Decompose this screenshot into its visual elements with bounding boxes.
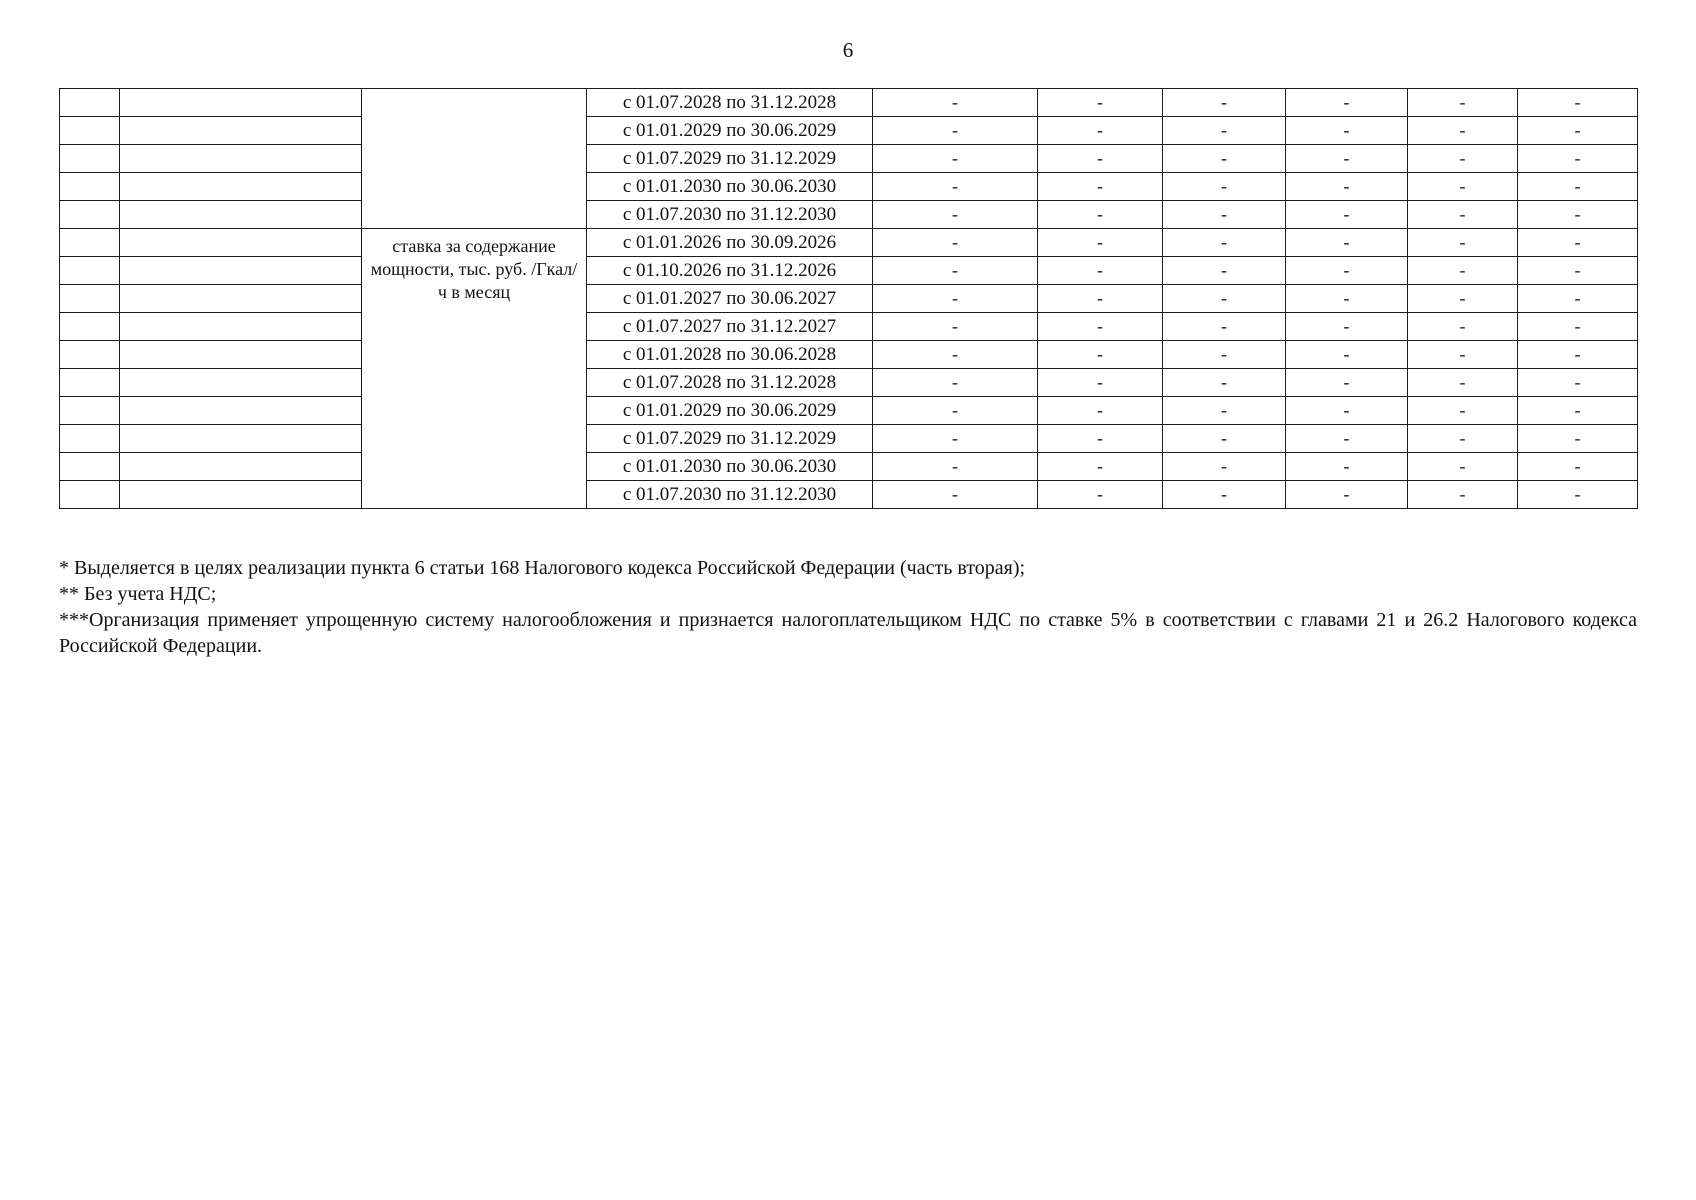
table-row: [60, 117, 1638, 145]
footnotes: [59, 555, 1637, 659]
value-cell: -: [1286, 117, 1408, 145]
period-cell: с 01.07.2029 по 31.12.2029: [587, 425, 873, 453]
value-cell: -: [1518, 285, 1638, 313]
value-cell: -: [1518, 117, 1638, 145]
value-cell: -: [1163, 201, 1286, 229]
number-cell: [60, 397, 120, 425]
page-number: 6: [842, 38, 854, 62]
table-row: [60, 145, 1638, 173]
period-cell: с 01.07.2028 по 31.12.2028: [587, 89, 873, 117]
name-cell: [120, 117, 362, 145]
value-cell: -: [1286, 397, 1408, 425]
period-cell: с 01.01.2030 по 30.06.2030: [587, 173, 873, 201]
value-cell: -: [1286, 145, 1408, 173]
value-cell: -: [873, 145, 1038, 173]
value-cell: -: [873, 425, 1038, 453]
tariff-table: [59, 88, 1638, 509]
name-cell: [120, 369, 362, 397]
value-cell: -: [1163, 369, 1286, 397]
value-cell: -: [873, 201, 1038, 229]
number-cell: [60, 229, 120, 257]
value-cell: -: [1408, 481, 1518, 509]
value-cell: -: [873, 257, 1038, 285]
value-cell: -: [873, 369, 1038, 397]
value-cell: -: [1408, 453, 1518, 481]
period-cell: с 01.01.2029 по 30.06.2029: [587, 397, 873, 425]
value-cell: -: [873, 341, 1038, 369]
value-cell: -: [1163, 313, 1286, 341]
value-cell: -: [1038, 229, 1163, 257]
period-cell: с 01.10.2026 по 31.12.2026: [587, 257, 873, 285]
value-cell: -: [1286, 285, 1408, 313]
value-cell: -: [1163, 89, 1286, 117]
period-cell: с 01.07.2030 по 31.12.2030: [587, 201, 873, 229]
value-cell: -: [1038, 425, 1163, 453]
value-cell: -: [1408, 173, 1518, 201]
value-cell: -: [1286, 453, 1408, 481]
value-cell: -: [873, 117, 1038, 145]
table-row: [60, 89, 1638, 117]
table-row: [60, 285, 1638, 313]
value-cell: -: [873, 89, 1038, 117]
value-cell: -: [1286, 369, 1408, 397]
name-cell: [120, 481, 362, 509]
value-cell: -: [1408, 313, 1518, 341]
value-cell: -: [1518, 341, 1638, 369]
value-cell: -: [1038, 145, 1163, 173]
value-cell: -: [1518, 313, 1638, 341]
number-cell: [60, 173, 120, 201]
period-cell: с 01.01.2028 по 30.06.2028: [587, 341, 873, 369]
value-cell: -: [1038, 117, 1163, 145]
value-cell: -: [1518, 229, 1638, 257]
name-cell: [120, 145, 362, 173]
value-cell: -: [1038, 481, 1163, 509]
period-cell: с 01.07.2027 по 31.12.2027: [587, 313, 873, 341]
value-cell: -: [1518, 369, 1638, 397]
table-row: [60, 397, 1638, 425]
number-cell: [60, 89, 120, 117]
value-cell: -: [1163, 229, 1286, 257]
period-cell: с 01.01.2026 по 30.09.2026: [587, 229, 873, 257]
period-cell: с 01.07.2028 по 31.12.2028: [587, 369, 873, 397]
value-cell: -: [1038, 453, 1163, 481]
value-cell: -: [1286, 313, 1408, 341]
value-cell: -: [1038, 369, 1163, 397]
value-cell: -: [873, 285, 1038, 313]
value-cell: -: [873, 229, 1038, 257]
value-cell: -: [1163, 397, 1286, 425]
value-cell: -: [1518, 481, 1638, 509]
table-row: [60, 173, 1638, 201]
period-cell: с 01.01.2029 по 30.06.2029: [587, 117, 873, 145]
value-cell: -: [1163, 341, 1286, 369]
value-cell: -: [1286, 201, 1408, 229]
number-cell: [60, 117, 120, 145]
value-cell: -: [1163, 285, 1286, 313]
value-cell: -: [1408, 145, 1518, 173]
value-cell: -: [1286, 481, 1408, 509]
number-cell: [60, 481, 120, 509]
value-cell: -: [1286, 341, 1408, 369]
table-row: [60, 229, 1638, 257]
value-cell: -: [1408, 201, 1518, 229]
value-cell: -: [1408, 397, 1518, 425]
value-cell: -: [1038, 257, 1163, 285]
parameter-cell-upper: [362, 89, 587, 229]
value-cell: -: [1408, 117, 1518, 145]
name-cell: [120, 229, 362, 257]
table-body: [60, 89, 1638, 509]
parameter-cell: ставка за содержание мощности, тыс. руб. /Гкал/ч в месяц: [362, 229, 587, 509]
value-cell: -: [1038, 89, 1163, 117]
value-cell: -: [1286, 89, 1408, 117]
value-cell: -: [1163, 145, 1286, 173]
value-cell: -: [1518, 257, 1638, 285]
value-cell: -: [873, 173, 1038, 201]
value-cell: -: [1286, 257, 1408, 285]
value-cell: -: [873, 313, 1038, 341]
name-cell: [120, 285, 362, 313]
value-cell: -: [1518, 425, 1638, 453]
number-cell: [60, 201, 120, 229]
name-cell: [120, 453, 362, 481]
value-cell: -: [873, 453, 1038, 481]
value-cell: -: [873, 397, 1038, 425]
value-cell: -: [1163, 425, 1286, 453]
table-row: [60, 425, 1638, 453]
period-cell: с 01.07.2029 по 31.12.2029: [587, 145, 873, 173]
period-cell: с 01.01.2030 по 30.06.2030: [587, 453, 873, 481]
table-row: [60, 453, 1638, 481]
table-row: [60, 201, 1638, 229]
table-row: [60, 341, 1638, 369]
value-cell: -: [1518, 453, 1638, 481]
value-cell: -: [1518, 397, 1638, 425]
name-cell: [120, 89, 362, 117]
value-cell: -: [1408, 369, 1518, 397]
number-cell: [60, 313, 120, 341]
value-cell: -: [1408, 341, 1518, 369]
value-cell: -: [1518, 89, 1638, 117]
number-cell: [60, 145, 120, 173]
value-cell: -: [1038, 173, 1163, 201]
period-cell: с 01.07.2030 по 31.12.2030: [587, 481, 873, 509]
number-cell: [60, 425, 120, 453]
value-cell: -: [1408, 257, 1518, 285]
name-cell: [120, 173, 362, 201]
number-cell: [60, 369, 120, 397]
number-cell: [60, 453, 120, 481]
name-cell: [120, 397, 362, 425]
footnote-2: ** Без учета НДС;: [59, 583, 217, 605]
footnote-3: ***Организация применяет упрощенную систему налогообложения и признается налогоплательщиком НДС по ставке 5% в соответствии с главами 21 и 26.2 Налогового кодекса Российской Федерации.: [59, 609, 1637, 657]
value-cell: -: [873, 481, 1038, 509]
value-cell: -: [1163, 117, 1286, 145]
name-cell: [120, 341, 362, 369]
name-cell: [120, 313, 362, 341]
value-cell: -: [1163, 481, 1286, 509]
table-row: [60, 481, 1638, 509]
value-cell: -: [1038, 313, 1163, 341]
footnote-1: * Выделяется в целях реализации пункта 6 статьи 168 Налогового кодекса Российской Федерации (часть вторая);: [59, 557, 1026, 579]
value-cell: -: [1038, 285, 1163, 313]
value-cell: -: [1518, 145, 1638, 173]
name-cell: [120, 257, 362, 285]
value-cell: -: [1286, 425, 1408, 453]
name-cell: [120, 425, 362, 453]
value-cell: -: [1286, 173, 1408, 201]
value-cell: -: [1408, 425, 1518, 453]
value-cell: -: [1518, 173, 1638, 201]
value-cell: -: [1518, 201, 1638, 229]
value-cell: -: [1408, 285, 1518, 313]
number-cell: [60, 285, 120, 313]
table-row: [60, 369, 1638, 397]
value-cell: -: [1163, 257, 1286, 285]
value-cell: -: [1286, 229, 1408, 257]
value-cell: -: [1408, 89, 1518, 117]
period-cell: с 01.01.2027 по 30.06.2027: [587, 285, 873, 313]
name-cell: [120, 201, 362, 229]
value-cell: -: [1163, 453, 1286, 481]
table-row: [60, 313, 1638, 341]
number-cell: [60, 341, 120, 369]
value-cell: -: [1163, 173, 1286, 201]
value-cell: -: [1038, 201, 1163, 229]
table-row: [60, 257, 1638, 285]
value-cell: -: [1408, 229, 1518, 257]
number-cell: [60, 257, 120, 285]
value-cell: -: [1038, 397, 1163, 425]
value-cell: -: [1038, 341, 1163, 369]
